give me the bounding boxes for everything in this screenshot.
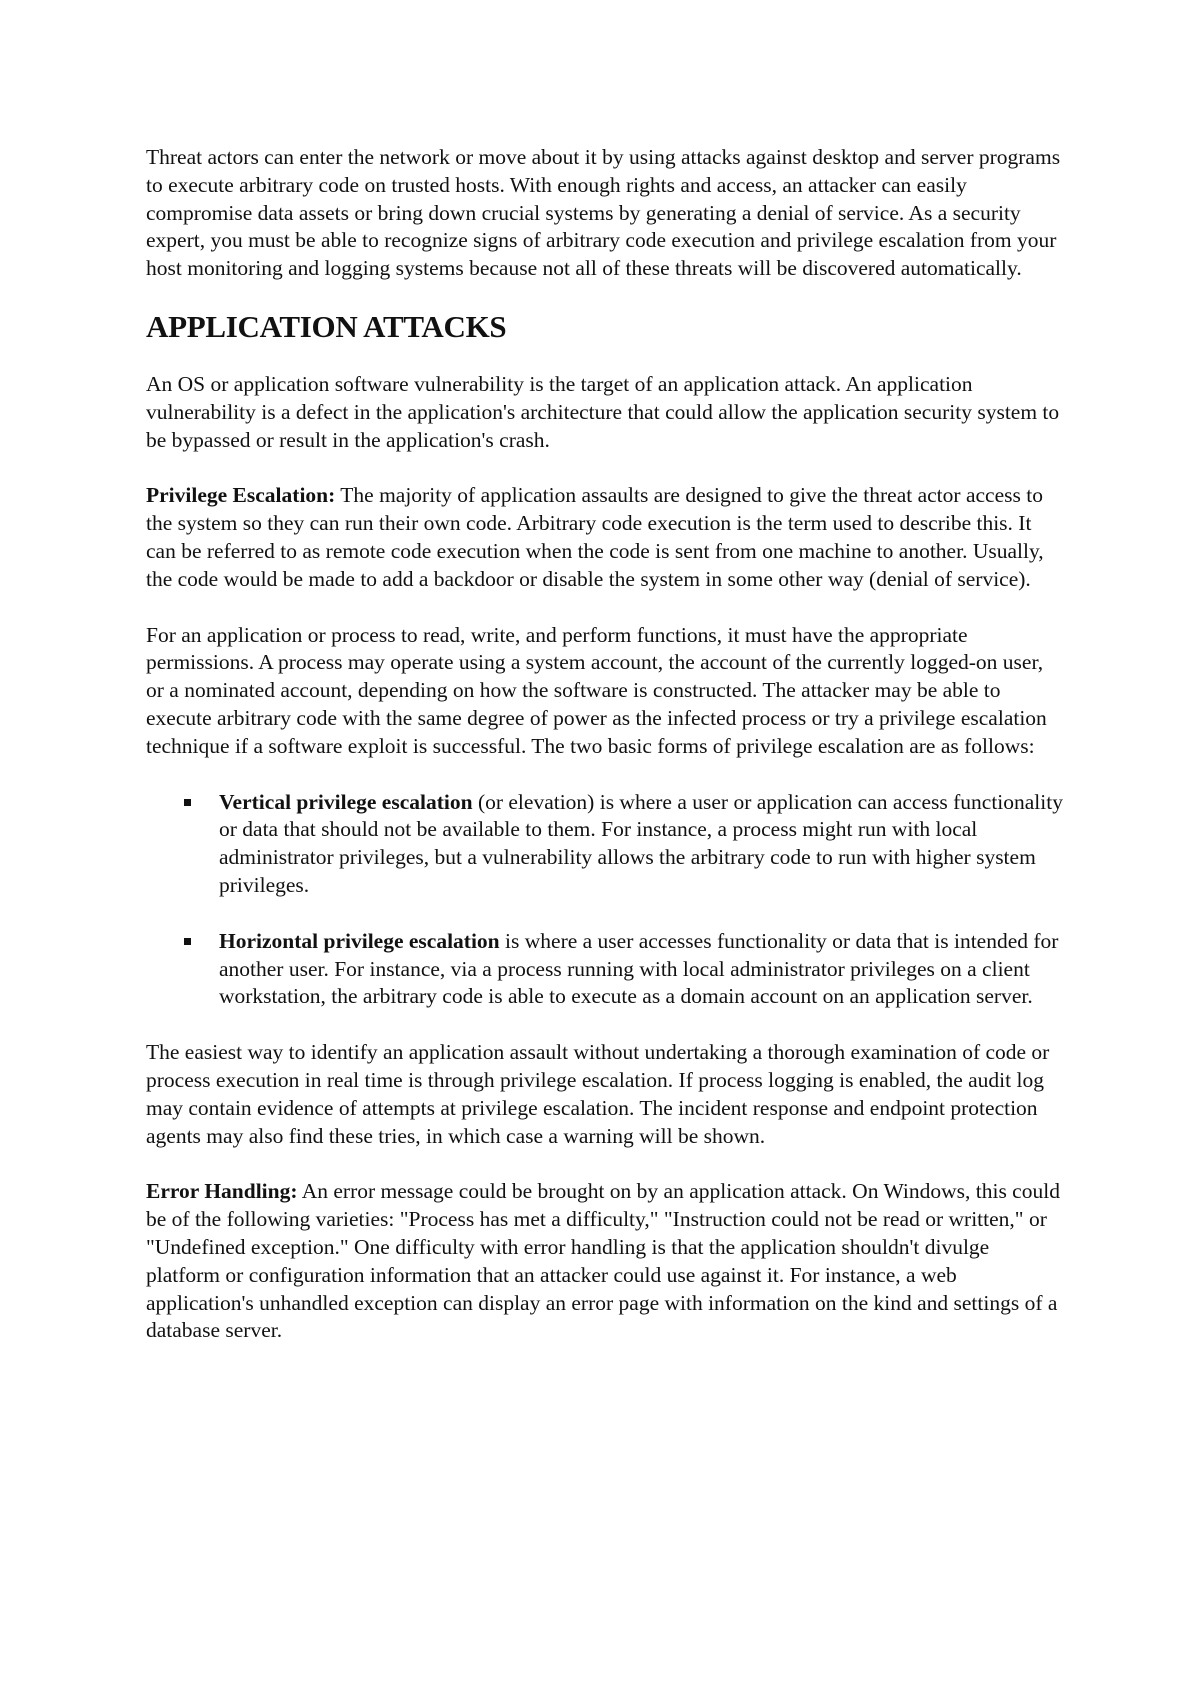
- application-attack-definition: An OS or application software vulnerability is the target of an application attack. An application vulnerability is a defect in the application's architecture that could allow the application security system to be bypassed or result in the application's crash.: [146, 371, 1060, 452]
- privilege-escalation-types-list: [146, 789, 1066, 1012]
- privilege-escalation-text: The majority of application assaults are designed to give the threat actor access to the system so they can run their own code. Arbitrary code execution is the term used to describe this. It can be referred to as remote code execution when the code is sent from one machine to another. Usually, the code would be made to add a backdoor or disable the system in some other way (denial of service).: [146, 483, 1044, 591]
- vertical-escalation-term: Vertical privilege escalation: [219, 789, 473, 814]
- horizontal-escalation-text: is where a user accesses functionality or data that is intended for another user. For instance, via a process running with local administrator privileges on a client workstation, the arbitrary code is able to execute as a domain account on an application server.: [219, 928, 1059, 1009]
- error-handling-paragraph: [146, 1178, 1066, 1345]
- square-bullet-icon: [184, 799, 191, 806]
- error-handling-text: An error message could be brought on by an application attack. On Windows, this could be of the following varieties: "Process has met a difficulty," "Instruction could not be read or written," or "Undefined exception." One difficulty with error handling is that the application shouldn't divulge platform or configuration information that an attacker could use against it. For instance, a web application's unhandled exception can display an error page with information on the kind and settings of a database server.: [146, 1179, 1060, 1343]
- section-heading: APPLICATION ATTACKS: [146, 308, 507, 344]
- identify-assault-paragraph: The easiest way to identify an application assault without undertaking a thorough examination of code or process execution in real time is through privilege escalation. If process logging is enabled, the audit log may contain evidence of attempts at privilege escalation. The incident response and endpoint protection agents may also find these tries, in which case a warning will be shown.: [146, 1040, 1050, 1148]
- square-bullet-icon: [184, 938, 191, 945]
- error-handling-term: Error Handling:: [146, 1179, 298, 1204]
- list-item-horizontal: [146, 928, 1066, 1011]
- list-item-vertical: [146, 789, 1066, 900]
- privilege-escalation-paragraph: [146, 482, 1066, 593]
- document-page: [146, 144, 1066, 1345]
- vertical-escalation-text: (or elevation) is where a user or application can access functionality or data that should not be available to them. For instance, a process might run with local administrator privileges, but a vulnerability allows the arbitrary code to run with higher system privileges.: [219, 789, 1063, 897]
- permissions-paragraph: For an application or process to read, write, and perform functions, it must have the appropriate permissions. A process may operate using a system account, the account of the currently logged-on user, or a nominated account, depending on how the software is constructed. The attacker may be able to execute arbitrary code with the same degree of power as the infected process or try a privilege escalation technique if a software exploit is successful. The two basic forms of privilege escalation are as follows:: [146, 622, 1047, 758]
- horizontal-escalation-term: Horizontal privilege escalation: [219, 928, 500, 953]
- intro-paragraph: Threat actors can enter the network or move about it by using attacks against desktop and server programs to execute arbitrary code on trusted hosts. With enough rights and access, an attacker can easily compromise data assets or bring down crucial systems by generating a denial of service. As a security expert, you must be able to recognize signs of arbitrary code execution and privilege escalation from your host monitoring and logging systems because not all of these threats will be discovered automatically.: [146, 145, 1061, 281]
- privilege-escalation-term: Privilege Escalation:: [146, 483, 336, 508]
